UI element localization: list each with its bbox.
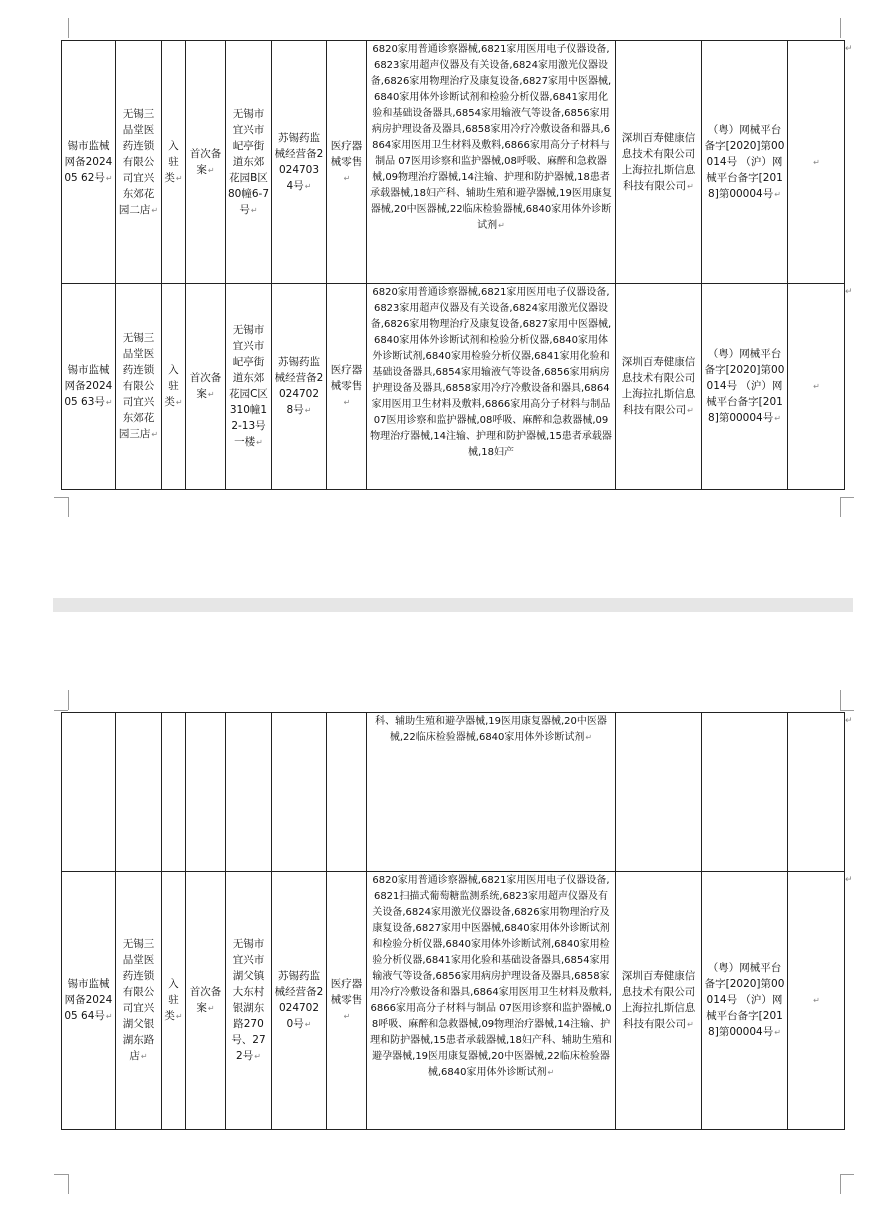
license-number: 苏锡药监械经营备2024703 4号↵ [272,41,327,284]
platform-names: 深圳百寿健康信息技术有限公司 上海拉扎斯信息科技有限公司↵ [616,872,702,1130]
company-name: 无锡三品堂医药连锁有限公司宜兴湖父银湖东路店↵ [116,872,162,1130]
filing-table-page-1 [61,40,845,490]
remark: ↵ [788,284,845,490]
entry-type: 入驻类↵ [162,41,186,284]
business-address: 无锡市宜兴市湖父镇大东村银湖东路270号、272号↵ [226,872,272,1130]
table-row[interactable] [62,284,845,490]
table-row[interactable] [62,41,845,284]
crop-mark [840,710,854,711]
business-scope: 6820家用普通诊察器械,6821家用医用电子仪器设备,6823家用超声仪器及有关设备,6824家用激光仪器设备,6826家用物理治疗及康复设备,6827家用中医器械,6840家用体外诊断试剂和检验分析仪器,6840家用体外诊断试剂,6840家用检验分析仪器,6841家用化验和基础设备器具,6854家用输液气等设备,6856家用病房护理设备及器具,6858家用冷疗冷敷设备和器具,6864家用医用卫生材料及敷料,6866家用高分子材料与制品 07医用诊察和监护器械,08呼吸、麻醉和急救器械,09物理治疗器械,14注输、护理和防护器械,15患者承载器械,18妇产 [367,284,616,490]
filing-type: 首次备案↵ [186,872,226,1130]
record-number: 锡市监械网备202405 62号↵ [62,41,116,284]
record-number: 锡市监械网备202405 63号↵ [62,284,116,490]
business-mode: 医疗器械零售↵ [327,872,367,1130]
crop-mark [68,1174,69,1194]
remark: ↵ [788,41,845,284]
business-mode: 医疗器械零售↵ [327,41,367,284]
platform-names: 深圳百寿健康信息技术有限公司 上海拉扎斯信息科技有限公司↵ [616,284,702,490]
business-scope: 6820家用普通诊察器械,6821家用医用电子仪器设备,6823家用超声仪器及有关设备,6824家用激光仪器设备,6826家用物理治疗及康复设备,6827家用中医器械,6840家用体外诊断试剂和检验分析仪器,6841家用化验和基础设备器具,6854家用输液气等设备,6856家用病房护理设备及器具,6858家用冷疗冷敷设备和器具,6864家用医用卫生材料及敷料,6866家用高分子材料与制品 07医用诊察和监护器械,08呼吸、麻醉和急救器械,09物理治疗器械,14注输、护理和防护器械,18患者承载器械,18妇产科、辅助生殖和避孕器械,19医用康复器械,20中医器械,22临床检验器械,6840家用体外诊断试剂↵ [367,41,616,284]
crop-mark [840,690,841,710]
business-scope-continued: 科、辅助生殖和避孕器械,19医用康复器械,20中医器械,22临床检验器械,6840家用体外诊断试剂↵ [367,713,616,872]
crop-mark [840,497,841,517]
crop-mark [54,1174,68,1175]
row-end-mark: ↵ [845,716,853,726]
page-gap [53,598,853,612]
filing-type: 首次备案↵ [186,41,226,284]
table-row-continued[interactable] [62,713,845,872]
filing-type: 首次备案↵ [186,284,226,490]
filing-table-page-2 [61,712,845,1130]
table-row[interactable] [62,872,845,1130]
crop-mark [54,497,68,498]
platform-filing-number: （粤）网械平台备字[2020]第00014号 （沪）网械平台备字[2018]第00004号↵ [702,284,788,490]
entry-type: 入驻类↵ [162,872,186,1130]
license-number: 苏锡药监械经营备2024702 0号↵ [272,872,327,1130]
crop-mark [840,497,854,498]
platform-filing-number: （粤）网械平台备字[2020]第00014号 （沪）网械平台备字[2018]第00004号↵ [702,41,788,284]
business-address: 无锡市宜兴市屺亭街道东郊花园B区80幢6-7号↵ [226,41,272,284]
row-end-mark: ↵ [845,875,853,885]
company-name: 无锡三品堂医药连锁有限公司宜兴东郊花园三店↵ [116,284,162,490]
record-number: 锡市监械网备202405 64号↵ [62,872,116,1130]
row-end-mark: ↵ [845,287,853,297]
platform-filing-number: （粤）网械平台备字[2020]第00014号 （沪）网械平台备字[2018]第00004号↵ [702,872,788,1130]
business-mode: 医疗器械零售↵ [327,284,367,490]
platform-names: 深圳百寿健康信息技术有限公司 上海拉扎斯信息科技有限公司↵ [616,41,702,284]
business-scope: 6820家用普通诊察器械,6821家用医用电子仪器设备,6821扫描式葡萄糖监测系统,6823家用超声仪器及有关设备,6824家用激光仪器设备,6826家用物理治疗及康复设备,6827家用中医器械,6840家用体外诊断试剂和检验分析仪器,6840家用体外诊断试剂,6840家用检验分析仪器,6841家用化验和基础设备器具,6854家用输液气等设备,6856家用病房护理设备及器具,6858家用冷疗冷敷设备和器具,6864家用医用卫生材料及敷料,6866家用高分子材料与制品 07医用诊察和监护器械,08呼吸、麻醉和急救器械,09物理治疗器械,14注输、护理和防护器械,15患者承载器械,18妇产科、辅助生殖和避孕器械,19医用康复器械,20中医器械,22临床检验器械,6840家用体外诊断试剂↵ [367,872,616,1130]
entry-type: 入驻类↵ [162,284,186,490]
row-end-mark: ↵ [845,44,853,54]
crop-mark [840,1174,841,1194]
document-page-2 [0,612,883,1227]
crop-mark [54,710,68,711]
remark: ↵ [788,872,845,1130]
crop-mark [68,18,69,38]
crop-mark [840,18,841,38]
crop-mark [68,690,69,710]
crop-mark [840,1174,854,1175]
company-name: 无锡三品堂医药连锁有限公司宜兴东郊花园二店↵ [116,41,162,284]
crop-mark [68,497,69,517]
license-number: 苏锡药监械经营备2024702 8号↵ [272,284,327,490]
document-page-1 [0,0,883,598]
business-address: 无锡市宜兴市屺亭街道东郊花园C区310幢12-13号一楼↵ [226,284,272,490]
